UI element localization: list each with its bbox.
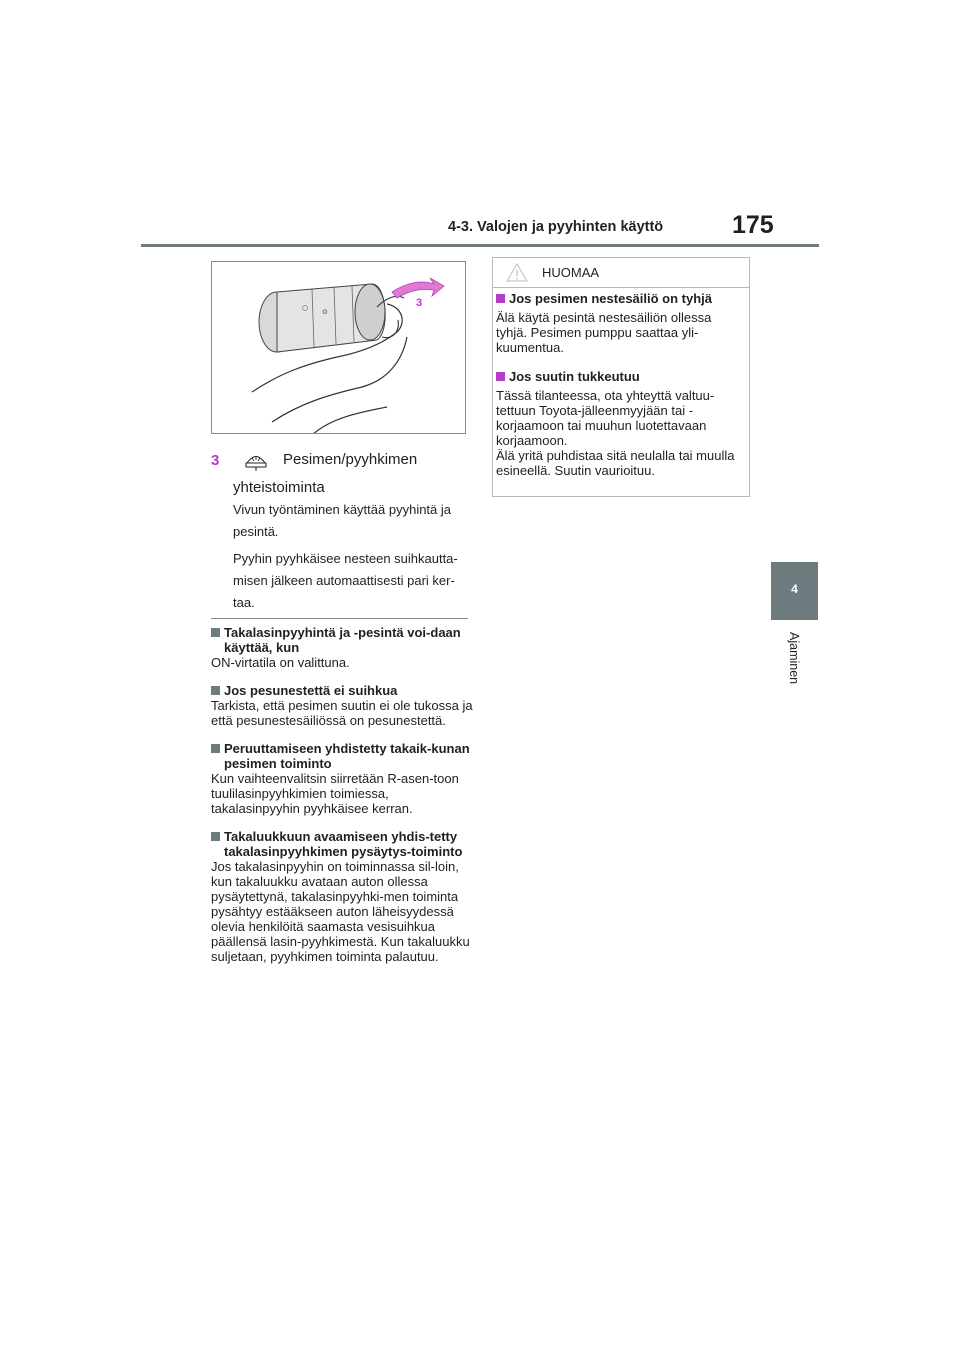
washer-wiper-icon (244, 450, 268, 477)
note-section (211, 829, 473, 964)
section-header: 4-3. Valojen ja pyyhinten käyttö (448, 219, 664, 235)
figure-callout-3: 3 (416, 297, 423, 309)
note-title: Jos pesunestettä ei suihkua (224, 683, 398, 698)
wiper-lever-illustration (211, 261, 466, 434)
note-body: Tarkista, että pesimen suutin ei ole tukossa ja että pesunestesäiliössä on pesunestettä. (211, 698, 473, 728)
bullet-square-icon (496, 294, 505, 303)
bullet-square-icon (211, 686, 220, 695)
caution-item (496, 291, 744, 355)
header-rule (141, 244, 819, 247)
item-title-line1: Pesimen/pyyhkimen (283, 451, 418, 468)
bullet-square-icon (211, 832, 220, 841)
note-section (211, 625, 473, 670)
caution-item-title: Jos suutin tukkeutuu (509, 369, 640, 384)
item-paragraph-2: Pyyhin pyyhkäisee nesteen suihkautta-misen jälkeen automaattisesti pari ker-taa. (233, 551, 458, 610)
note-body: Kun vaihteenvalitsin siirretään R-asen-toon tuulilasinpyyhkimien toimiessa, takalasinpyyhin pyyhkäisee kerran. (211, 771, 459, 816)
caution-item-title: Jos pesimen nestesäiliö on tyhjä (509, 291, 713, 306)
caution-item (496, 369, 744, 478)
chapter-number: 4 (791, 582, 798, 596)
note-section (211, 741, 473, 816)
warning-triangle-icon (506, 263, 528, 287)
note-body: ON-virtatila on valittuna. (211, 655, 350, 670)
note-section (211, 683, 473, 728)
caution-box (492, 257, 750, 497)
page-number: 175 (732, 211, 774, 239)
note-title: Takaluukkuun avaamiseen yhdis-tetty takalasinpyyhkimen pysäytys-toiminto (224, 829, 463, 859)
note-title: Peruuttamiseen yhdistetty takaik-kunan pesimen toiminto (224, 741, 470, 771)
section-divider (211, 618, 468, 619)
note-title: Takalasinpyyhintä ja -pesintä voi-daan käyttää, kun (224, 625, 461, 655)
caution-title: HUOMAA (542, 265, 600, 280)
caution-item-body: Tässä tilanteessa, ota yhteyttä valtuu-tettuun Toyota-jälleenmyyjään tai -korjaamoon tai muuhun luotettavaan korjaamoon. Älä yritä puhdistaa sitä neulalla tai muulla esineellä. Suutin vaurioituu. (496, 388, 735, 478)
bullet-square-icon (211, 744, 220, 753)
wiper-lever (259, 284, 385, 352)
caution-header (493, 258, 749, 288)
svg-text:○: ○ (302, 304, 309, 312)
caution-body (496, 291, 744, 492)
note-body: Jos takalasinpyyhin on toiminnassa sil-loin, kun takaluukku avataan auton ollessa pysäytettynä, takalasinpyyhki-men toiminta pysähtyy estääkseen auton läheisyydessä olevia henkilöitä saamasta vesisuihkua päällensä lasin-pyyhkimestä. Kun takaluukku suljetaan, pyyhkimen toiminta palautuu. (211, 859, 470, 964)
svg-text:⊙: ⊙ (322, 308, 328, 316)
bullet-square-icon (211, 628, 220, 637)
item-number: 3 (211, 452, 220, 469)
item-description (233, 499, 473, 619)
item-title-line2: yhteistoiminta (233, 479, 325, 496)
bullet-square-icon (496, 372, 505, 381)
caution-item-body: Älä käytä pesintä nestesäiliön ollessa tyhjä. Pesimen pumppu saattaa yli-kuumentua. (496, 310, 712, 355)
chapter-label: Ajaminen (787, 632, 801, 685)
push-arrow (392, 278, 444, 298)
notes-column (211, 625, 473, 977)
item-paragraph-1: Vivun työntäminen käyttää pyyhintä ja pesintä. (233, 502, 452, 539)
